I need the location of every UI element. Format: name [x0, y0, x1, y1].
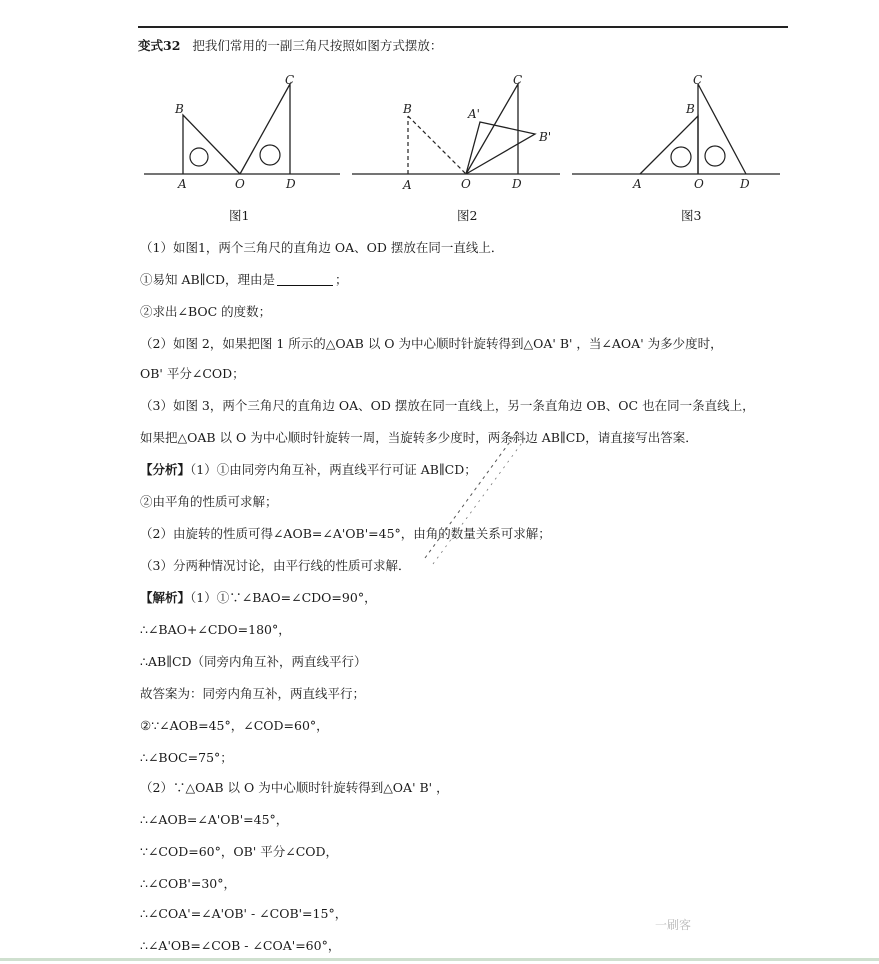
fig3-caption: 图3	[681, 208, 702, 223]
fig1-label-c: C	[285, 73, 295, 87]
solution-line4: 故答案为：同旁内角互补，两直线平行；	[140, 686, 366, 701]
problem-title	[138, 38, 442, 54]
solution-line6: ∴∠BOC=75°；	[140, 750, 233, 765]
fig2-label-d: D	[512, 177, 522, 191]
watermark: 一刷客	[655, 918, 692, 932]
analysis-line2: ②由平角的性质可求解；	[140, 494, 278, 509]
fig1-label-o: O	[235, 177, 245, 191]
fig3-label-o: O	[694, 177, 704, 191]
question-3-line1: （3）如图 3，两个三角尺的直角边 OA、OD 摆放在同一直线上，另一条直角边 OB、OC 也在同一条直线上，	[140, 398, 755, 413]
fig3-label-d: D	[740, 177, 750, 191]
fig3-label-b: B	[686, 102, 695, 116]
question-2-line2: OB' 平分∠COD；	[140, 366, 245, 381]
diagonal-stamp	[415, 418, 530, 568]
solution-line11: ∴∠COA'=∠A'OB' - ∠COB'=15°，	[140, 906, 348, 921]
solution-line2: ∴∠BAO+∠CDO=180°，	[140, 622, 291, 637]
figure-3	[572, 73, 780, 191]
fig3-label-c: C	[693, 73, 703, 87]
question-1-1	[140, 272, 348, 288]
solution-line8: ∴∠AOB=∠A'OB'=45°，	[140, 812, 289, 827]
analysis-line3: （2）由旋转的性质可得∠AOB=∠A'OB'=45°，由角的数量关系可求解；	[140, 526, 551, 541]
top-rule	[138, 26, 788, 28]
question-1: （1）如图1，两个三角尺的直角边 OA、OD 摆放在同一直线上．	[140, 240, 504, 255]
fig2-label-b: B	[403, 102, 412, 116]
fig2-label-a-prime: A'	[468, 107, 480, 121]
analysis-text-1: （1）①由同旁内角互补，两直线平行可证 AB∥CD；	[190, 462, 477, 477]
solution-line10: ∴∠COB'=30°，	[140, 876, 236, 891]
solution-line1	[140, 590, 377, 606]
answer-blank	[277, 285, 333, 286]
solution-text-1: （1）①∵∠BAO=∠CDO=90°，	[190, 590, 377, 605]
problem-statement: 把我们常用的一副三角尺按照如图方式摆放：	[192, 38, 443, 53]
fig2-label-o: O	[461, 177, 471, 191]
solution-line12: ∴∠A'OB=∠COB - ∠COA'=60°，	[140, 938, 341, 953]
problem-number: 变式32	[138, 38, 181, 53]
fig2-label-c: C	[513, 73, 523, 87]
fig2-label-a: A	[403, 178, 412, 192]
figures-svg	[0, 60, 879, 260]
solution-line3: ∴AB∥CD（同旁内角互补，两直线平行）	[140, 654, 367, 669]
bottom-rule	[0, 958, 879, 961]
question-3-line2: 如果把△OAB 以 O 为中心顺时针旋转一周，当旋转多少度时，两条斜边 AB∥CD，请直接写出答案．	[140, 430, 698, 445]
fig1-caption: 图1	[229, 208, 250, 223]
question-1-1-text: ①易知 AB∥CD，理由是	[140, 272, 276, 287]
question-1-1-end: ；	[335, 272, 348, 287]
analysis-line4: （3）分两种情况讨论，由平行线的性质可求解．	[140, 558, 411, 573]
figure-1	[144, 73, 340, 191]
question-2-line1: （2）如图 2，如果把图 1 所示的△OAB 以 O 为中心顺时针旋转得到△OA' B' ，当∠AOA' 为多少度时，	[140, 336, 723, 351]
solution-line5: ②∵∠AOB=45°，∠COD=60°，	[140, 718, 329, 733]
fig3-label-a: A	[633, 177, 642, 191]
solution-line9: ∵∠COD=60°，OB' 平分∠COD，	[140, 844, 339, 859]
fig1-label-a: A	[178, 177, 187, 191]
fig1-label-b: B	[175, 102, 184, 116]
solution-line7: （2）∵△OAB 以 O 为中心顺时针旋转得到△OA' B' ，	[140, 780, 449, 795]
question-1-2: ②求出∠BOC 的度数；	[140, 304, 272, 319]
solution-label: 【解析】	[140, 590, 191, 605]
fig1-label-d: D	[286, 177, 296, 191]
analysis-label: 【分析】	[140, 462, 191, 477]
figure-2	[352, 73, 560, 192]
fig2-caption: 图2	[457, 208, 478, 223]
fig2-label-b-prime: B'	[539, 130, 552, 144]
